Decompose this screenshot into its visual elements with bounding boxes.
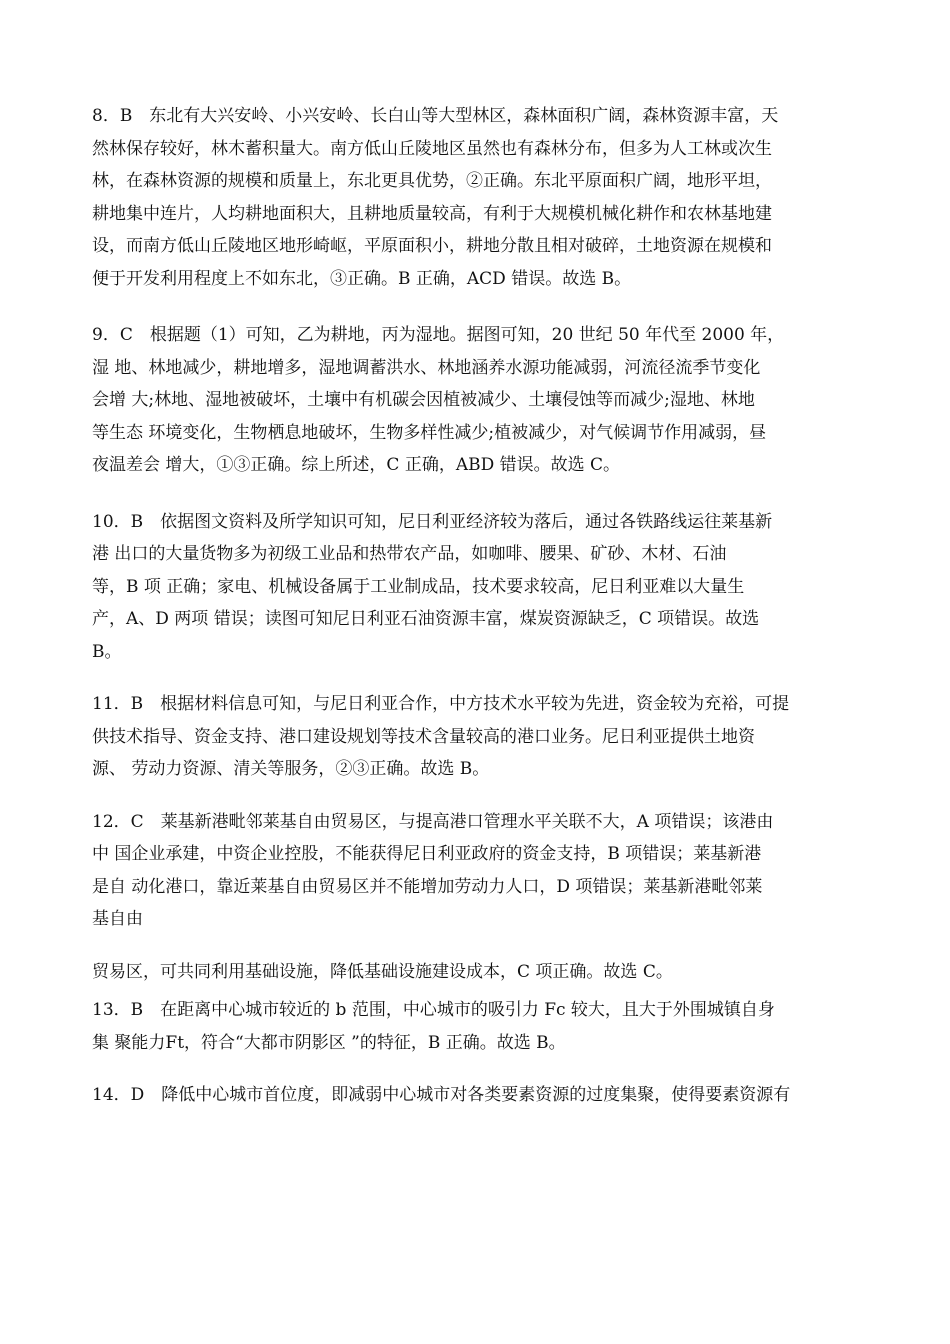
answer-line: 12．C 莱基新港毗邻莱基自由贸易区，与提高港口管理水平关联不大，A 项错误；该港由 xyxy=(92,811,774,832)
answer-11 xyxy=(92,688,868,786)
answer-line: 等，B 项 正确；家电、机械设备属于工业制成品，技术要求较高，尼日利亚难以大量生 xyxy=(92,576,745,597)
answer-line: 林，在森林资源的规模和质量上，东北更具优势，②正确。东北平原面积广阔，地形平坦， xyxy=(92,171,772,191)
answer-line: 13．B 在距离中心城市较近的 b 范围，中心城市的吸引力 Fc 较大，且大于外围城镇自身 xyxy=(92,1000,775,1020)
answer-line: 是自 动化港口，靠近莱基自由贸易区并不能增加劳动力人口，D 项错误；莱基新港毗邻莱 xyxy=(92,876,763,897)
answer-line: 集 聚能力Ft，符合“大都市阴影区 ”的特征，B 正确。故选 B。 xyxy=(92,1032,566,1053)
answer-line: 14．D 降低中心城市首位度，即减弱中心城市对各类要素资源的过度集聚，使得要素资源有 xyxy=(92,1085,791,1105)
answer-line: 会增 大;林地、湿地被破坏，土壤中有机碳会因植被减少、土壤侵蚀等而减少;湿地、林地 xyxy=(92,390,755,410)
answer-line: 产，A、D 两项 错误；读图可知尼日利亚石油资源丰富，煤炭资源缺乏，C 项错误。故选 xyxy=(92,609,760,629)
answer-14 xyxy=(92,1079,868,1112)
answer-12-continued xyxy=(92,956,868,989)
answer-line: 基自由 xyxy=(92,909,143,929)
answer-12 xyxy=(92,806,868,936)
answer-line: 湿 地、林地减少，耕地增多，湿地调蓄洪水、林地涵养水源功能减弱，河流径流季节变化 xyxy=(92,357,761,378)
answer-line: 源、 劳动力资源、清关等服务，②③正确。故选 B。 xyxy=(92,759,490,779)
answer-line: 10．B 依据图文资料及所学知识可知，尼日利亚经济较为落后，通过各铁路线运往莱基新 xyxy=(92,511,773,532)
answer-document xyxy=(92,100,868,1112)
answer-line: 耕地集中连片，人均耕地面积大，且耕地质量较高，有利于大规模机械化耕作和农林基地建 xyxy=(92,203,772,224)
answer-line: 8．B 东北有大兴安岭、小兴安岭、长白山等大型林区，森林面积广阔，森林资源丰富，天 xyxy=(92,106,779,126)
answer-10 xyxy=(92,506,868,669)
answer-line: 中 国企业承建，中资企业控股，不能获得尼日利亚政府的资金支持，B 项错误；莱基新港 xyxy=(92,844,762,864)
answer-9 xyxy=(92,319,868,482)
answer-line: 供技术指导、资金支持、港口建设规划等技术含量较高的港口业务。尼日利亚提供土地资 xyxy=(92,726,755,747)
answer-line: 等生态 环境变化，生物栖息地破坏，生物多样性减少;植被减少，对气候调节作用减弱，昼 xyxy=(92,422,767,443)
answer-line: 港 出口的大量货物多为初级工业品和热带农产品，如咖啡、腰果、矿砂、木材、石油 xyxy=(92,544,727,564)
answer-line: B。 xyxy=(92,641,122,662)
answer-line: 然林保存较好，林木蓄积量大。南方低山丘陵地区虽然也有森林分布，但多为人工林或次生 xyxy=(92,138,772,159)
answer-8 xyxy=(92,100,868,295)
answer-line: 贸易区，可共同利用基础设施，降低基础设施建设成本，C 项正确。故选 C。 xyxy=(92,961,673,982)
answer-line: 便于开发利用程度上不如东北，③正确。B 正确，ACD 错误。故选 B。 xyxy=(92,268,632,289)
answer-line: 9．C 根据题（1）可知，乙为耕地，丙为湿地。据图可知，20 世纪 50 年代至 2000 年， xyxy=(92,325,785,345)
answer-line: 11．B 根据材料信息可知，与尼日利亚合作，中方技术水平较为先进，资金较为充裕，可提 xyxy=(92,694,790,714)
answer-13 xyxy=(92,994,868,1059)
answer-line: 设，而南方低山丘陵地区地形崎岖，平原面积小，耕地分散且相对破碎，土地资源在规模和 xyxy=(92,236,772,256)
answer-line: 夜温差会 增大，①③正确。综上所述，C 正确，ABD 错误。故选 C。 xyxy=(92,455,621,475)
